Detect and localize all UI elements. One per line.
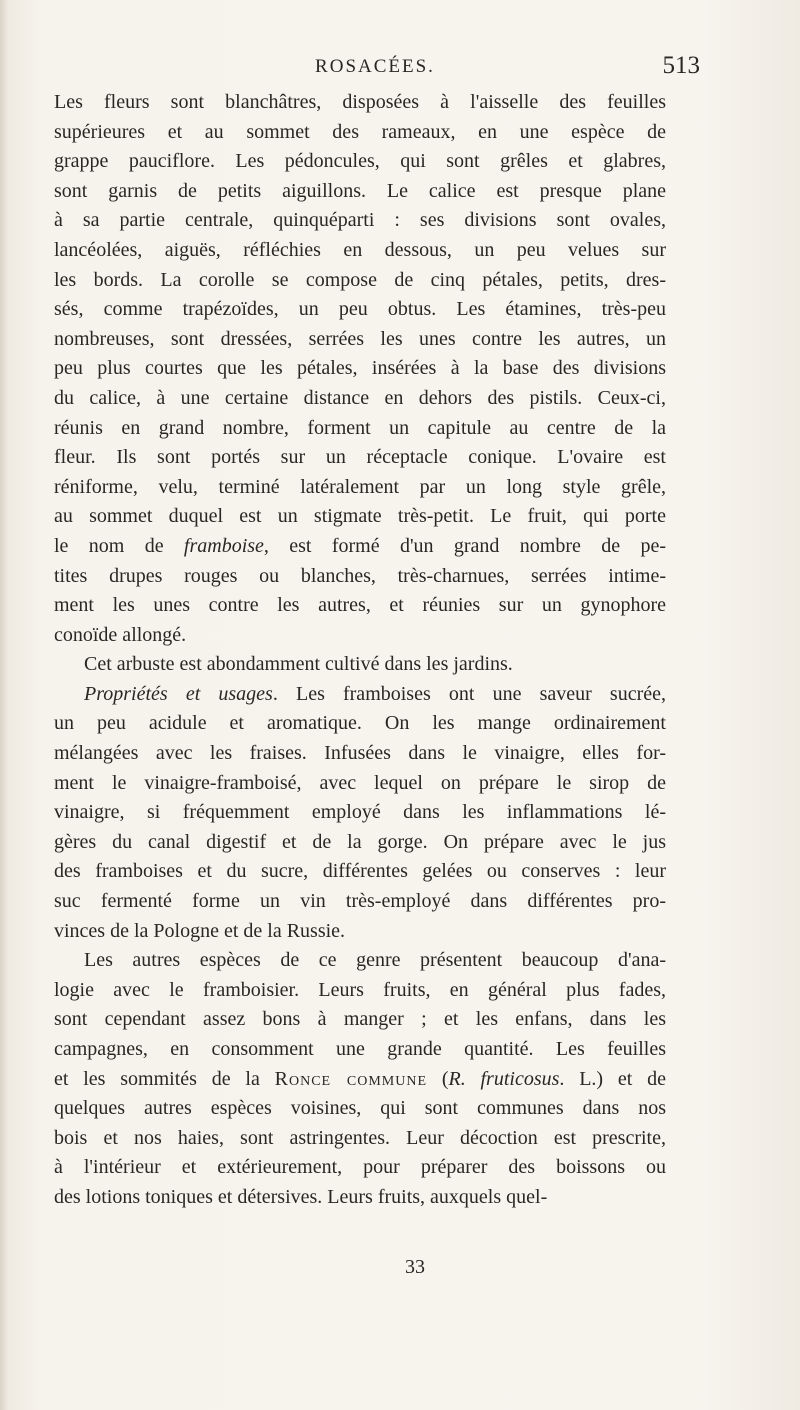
italic-text: framboise: [183, 534, 264, 557]
text-segment: des framboises et du sucre, différentes gelées ou conserves : leur: [54, 860, 666, 883]
text-segment: mélangées avec les fraises. Infusées dans le vinaigre, elles for-: [54, 742, 666, 765]
text-segment: au sommet duquel est un stigmate très-petit. Le fruit, qui porte: [54, 505, 666, 528]
text-segment: conoïde allongé.: [54, 623, 187, 646]
text-line: [54, 621, 666, 651]
text-segment: logie avec le framboisier. Leurs fruits, en général plus fades,: [54, 978, 666, 1001]
text-line: [54, 118, 666, 148]
text-segment: . L.) et de: [559, 1067, 666, 1090]
page-number: 513: [662, 52, 700, 79]
text-segment: ment les unes contre les autres, et réunies sur un gynophore: [54, 594, 666, 617]
text-line: [54, 502, 666, 532]
text-segment: , est formé d'un grand nombre de pe-: [263, 534, 666, 557]
page-spine-shadow: [0, 0, 8, 1410]
text-segment: quelques autres espèces voisines, qui sont communes dans nos: [54, 1097, 666, 1120]
text-segment: gères du canal digestif et de la gorge. On prépare avec le jus: [54, 830, 666, 853]
text-line: [54, 384, 666, 414]
text-segment: du calice, à une certaine distance en dehors des pistils. Ceux-ci,: [54, 386, 666, 409]
signature-mark: 33: [405, 1256, 425, 1278]
text-segment: campagnes, en consomment une grande quantité. Les feuilles: [54, 1038, 666, 1060]
text-line: [54, 976, 666, 1006]
text-segment: à l'intérieur et extérieurement, pour préparer des boissons ou: [54, 1156, 666, 1179]
running-head: ROSACÉES.: [315, 56, 435, 77]
page-header: [50, 52, 700, 84]
text-line: [54, 769, 666, 799]
text-line: [54, 354, 666, 384]
text-segment: bois et nos haies, sont astringentes. Leur décoction est prescrite,: [54, 1126, 666, 1149]
text-segment: Les autres espèces de ce genre présentent beaucoup d'ana-: [84, 949, 666, 972]
italic-text: R. fruticosus: [448, 1067, 560, 1090]
text-segment: vinaigre, si fréquemment employé dans les inflammations lé-: [54, 801, 666, 824]
text-line: [54, 917, 666, 947]
body-text: [54, 88, 666, 1213]
text-line: [54, 828, 666, 858]
text-line: [54, 325, 666, 355]
text-line: [54, 236, 666, 266]
text-segment: des lotions toniques et détersives. Leurs fruits, auxquels quel-: [54, 1185, 548, 1208]
text-line: [54, 1035, 666, 1065]
text-line: [54, 1005, 666, 1035]
text-line: [54, 266, 666, 296]
text-line: [54, 709, 666, 739]
text-line: [54, 414, 666, 444]
text-segment: suc fermenté forme un vin très-employé dans différentes pro-: [54, 890, 666, 913]
text-line: [54, 1153, 666, 1183]
text-segment: réniforme, velu, terminé latéralement par un long style grêle,: [54, 475, 666, 498]
text-segment: grappe pauciflore. Les pédoncules, qui sont grêles et glabres,: [54, 150, 666, 173]
text-line: [54, 887, 666, 917]
text-segment: Les fleurs sont blanchâtres, disposées à l'aisselle des feuilles: [54, 91, 666, 113]
text-line: [54, 177, 666, 207]
text-segment: et les sommités de la: [54, 1067, 275, 1090]
text-segment: nombreuses, sont dressées, serrées les unes contre les autres, un: [54, 327, 666, 350]
text-segment: tites drupes rouges ou blanches, très-charnues, serrées intime-: [54, 564, 666, 587]
text-line: [54, 946, 666, 976]
text-segment: sont cependant assez bons à manger ; et les enfans, dans les: [54, 1008, 666, 1031]
text-line: [54, 591, 666, 621]
text-line: [54, 562, 666, 592]
text-segment: ment le vinaigre-framboisé, avec lequel on prépare le sirop de: [54, 771, 666, 794]
text-line: [54, 147, 666, 177]
text-segment: un peu acidule et aromatique. On les mange ordinairement: [54, 712, 666, 735]
text-segment: vinces de la Pologne et de la Russie.: [54, 919, 346, 942]
text-line: [54, 857, 666, 887]
text-segment: réunis en grand nombre, forment un capitule au centre de la: [54, 416, 666, 439]
text-line: [54, 650, 666, 680]
text-segment: à sa partie centrale, quinquéparti : ses divisions sont ovales,: [54, 209, 666, 232]
text-line: [54, 443, 666, 473]
text-segment: sont garnis de petits aiguillons. Le calice est presque plane: [54, 179, 666, 202]
text-line: [54, 1065, 666, 1095]
text-line: [54, 206, 666, 236]
text-line: [54, 295, 666, 325]
small-caps-text: Ronce commune: [274, 1067, 428, 1090]
text-segment: sés, comme trapézoïdes, un peu obtus. Les étamines, très-peu: [54, 298, 666, 321]
text-line: [54, 798, 666, 828]
text-segment: peu plus courtes que les pétales, insérées à la base des divisions: [54, 357, 666, 380]
text-line: [54, 1183, 666, 1213]
text-line: [54, 532, 666, 562]
text-segment: Cet arbuste est abondamment cultivé dans les jardins.: [84, 653, 513, 676]
text-line: [54, 739, 666, 769]
text-segment: le nom de: [54, 534, 184, 557]
text-line: [54, 473, 666, 503]
text-segment: . Les framboises ont une saveur sucrée,: [272, 682, 666, 705]
text-line: [54, 88, 666, 118]
italic-text: Propriétés et usages: [84, 682, 273, 705]
text-segment: (: [427, 1067, 449, 1090]
text-line: [54, 1094, 666, 1124]
text-segment: lancéolées, aiguës, réfléchies en dessous, un peu velues sur: [54, 238, 666, 261]
text-segment: les bords. La corolle se compose de cinq pétales, petits, dres-: [54, 268, 666, 291]
text-line: [54, 1124, 666, 1154]
text-line: [54, 680, 666, 710]
text-segment: fleur. Ils sont portés sur un réceptacle conique. L'ovaire est: [54, 446, 666, 469]
text-segment: supérieures et au sommet des rameaux, en une espèce de: [54, 120, 666, 143]
